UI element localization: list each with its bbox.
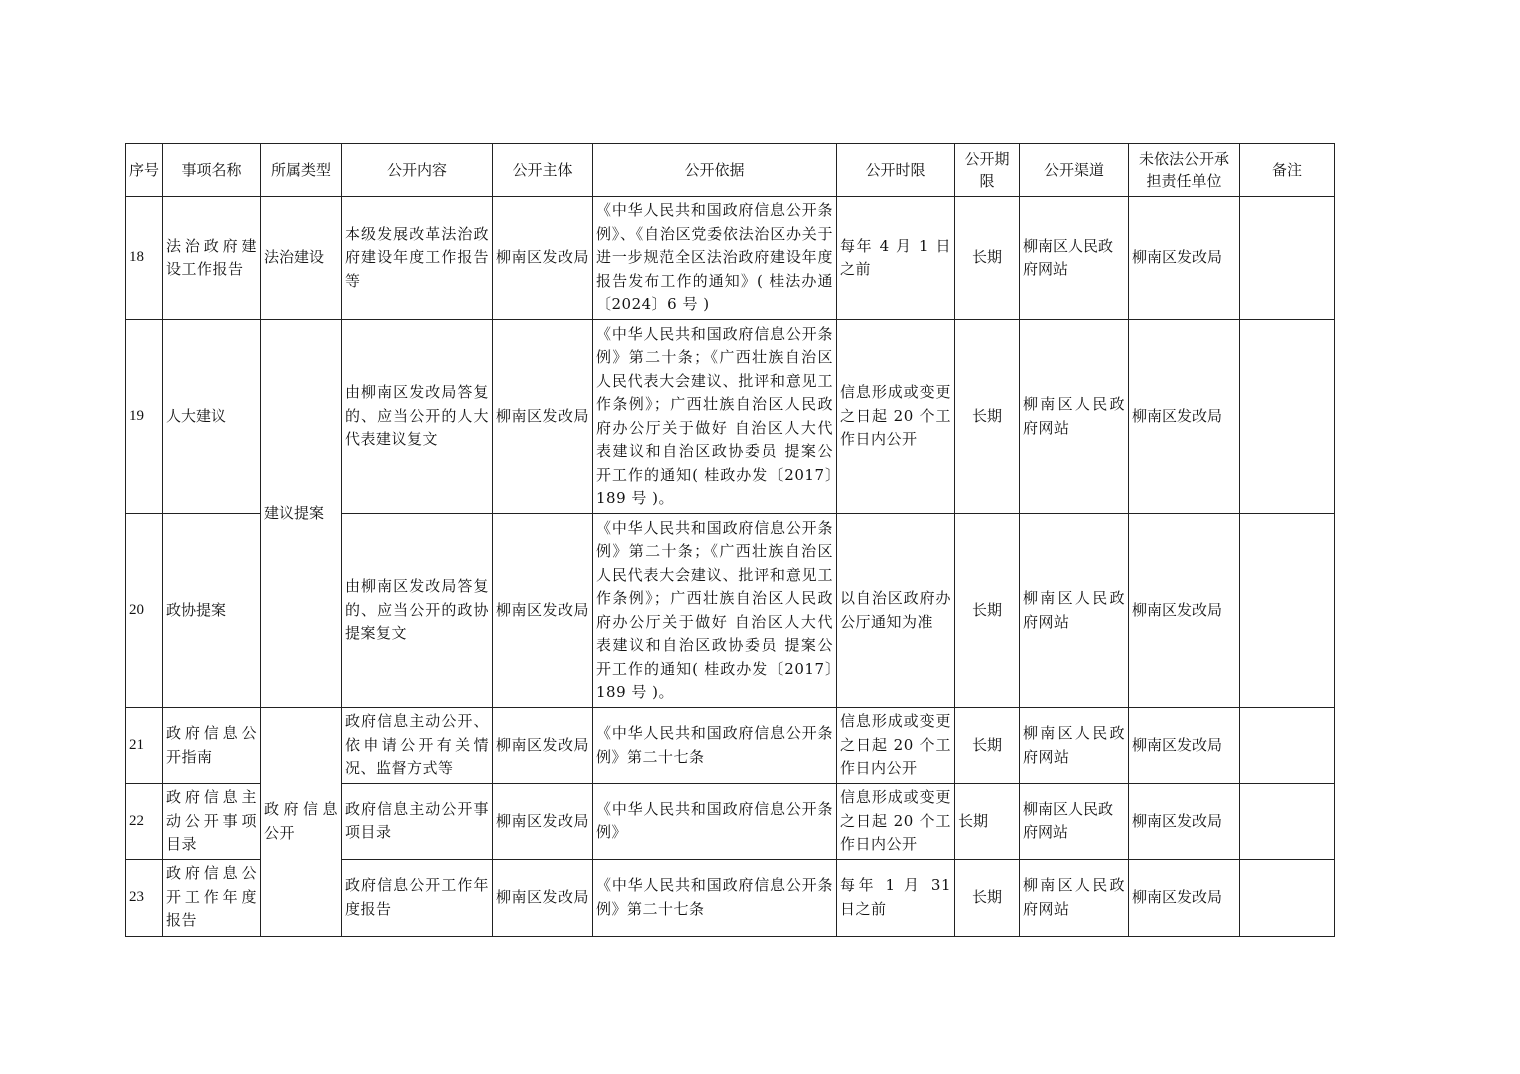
row-responsible: 柳南区发改局 <box>1129 197 1240 320</box>
row-period: 长期 <box>955 514 1020 708</box>
header-subject: 公开主体 <box>493 144 593 197</box>
table-row <box>126 708 1335 784</box>
row-basis: 《中华人民共和国政府信息公开条例》、《自治区党委依法治区办关于进一步规范全区法治政府建设年度报告发布工作的通知》( 桂法办通〔2024〕6 号 ) <box>593 197 837 320</box>
table-row <box>126 320 1335 514</box>
row-content: 由柳南区发改局答复的、应当公开的人大代表建议复文 <box>342 320 493 514</box>
row-basis: 《中华人民共和国政府信息公开条例》第二十七条 <box>593 859 837 936</box>
row-period: 长期 <box>955 320 1020 514</box>
row-category: 政府信息公开 <box>261 708 342 937</box>
row-basis: 《中华人民共和国政府信息公开条例》第二十条；《广西壮族自治区人民代表大会建议、批评和意见工作条例》；广西壮族自治区人民政府办公厅关于做好 自治区人大代表建议和自治区政协委员 提案公开工作的通知( 桂政办发〔2017〕189 号 )。 <box>593 320 837 514</box>
row-channel: 柳南区人民政府网站 <box>1020 784 1129 860</box>
row-period: 长期 <box>955 859 1020 936</box>
row-remarks <box>1240 859 1335 936</box>
row-content: 本级发展改革法治政府建设年度工作报告等 <box>342 197 493 320</box>
row-seq: 20 <box>126 514 163 708</box>
row-channel: 柳南区人民政府网站 <box>1020 197 1129 320</box>
row-time-limit: 每年 4 月 1 日之前 <box>837 197 955 320</box>
row-subject: 柳南区发改局 <box>493 320 593 514</box>
row-basis: 《中华人民共和国政府信息公开条例》第二十条；《广西壮族自治区人民代表大会建议、批评和意见工作条例》；广西壮族自治区人民政府办公厅关于做好 自治区人大代表建议和自治区政协委员 提案公开工作的通知( 桂政办发〔2017〕189 号 )。 <box>593 514 837 708</box>
row-period: 长期 <box>955 197 1020 320</box>
row-remarks <box>1240 784 1335 860</box>
row-subject: 柳南区发改局 <box>493 859 593 936</box>
row-content: 政府信息公开工作年度报告 <box>342 859 493 936</box>
table-header-row <box>126 144 1335 197</box>
row-name: 人大建议 <box>163 320 261 514</box>
row-responsible: 柳南区发改局 <box>1129 708 1240 784</box>
row-channel: 柳南区人民政府网站 <box>1020 859 1129 936</box>
header-name: 事项名称 <box>163 144 261 197</box>
header-category: 所属类型 <box>261 144 342 197</box>
header-time-limit: 公开时限 <box>837 144 955 197</box>
header-basis: 公开依据 <box>593 144 837 197</box>
header-seq: 序号 <box>126 144 163 197</box>
row-time-limit: 信息形成或变更之日起 20 个工作日内公开 <box>837 784 955 860</box>
row-category: 建议提案 <box>261 320 342 708</box>
row-channel: 柳南区人民政府网站 <box>1020 514 1129 708</box>
row-responsible: 柳南区发改局 <box>1129 859 1240 936</box>
header-remarks: 备注 <box>1240 144 1335 197</box>
header-period: 公开期限 <box>955 144 1020 197</box>
row-name: 政府信息公开工作年度报告 <box>163 859 261 936</box>
row-time-limit: 信息形成或变更之日起 20 个工作日内公开 <box>837 708 955 784</box>
row-remarks <box>1240 320 1335 514</box>
row-responsible: 柳南区发改局 <box>1129 514 1240 708</box>
row-name: 政府信息主动公开事项目录 <box>163 784 261 860</box>
row-category: 法治建设 <box>261 197 342 320</box>
row-subject: 柳南区发改局 <box>493 708 593 784</box>
row-seq: 22 <box>126 784 163 860</box>
row-responsible: 柳南区发改局 <box>1129 320 1240 514</box>
row-responsible: 柳南区发改局 <box>1129 784 1240 860</box>
row-name: 政协提案 <box>163 514 261 708</box>
row-content: 政府信息主动公开、依申请公开有关情况、监督方式等 <box>342 708 493 784</box>
row-content: 政府信息主动公开事项目录 <box>342 784 493 860</box>
row-basis: 《中华人民共和国政府信息公开条例》 <box>593 784 837 860</box>
disclosure-table <box>125 143 1335 937</box>
row-content: 由柳南区发改局答复的、应当公开的政协提案复文 <box>342 514 493 708</box>
row-remarks <box>1240 197 1335 320</box>
row-time-limit: 信息形成或变更之日起 20 个工作日内公开 <box>837 320 955 514</box>
row-subject: 柳南区发改局 <box>493 784 593 860</box>
header-content: 公开内容 <box>342 144 493 197</box>
row-seq: 18 <box>126 197 163 320</box>
row-channel: 柳南区人民政府网站 <box>1020 708 1129 784</box>
row-time-limit: 每年 1 月 31 日之前 <box>837 859 955 936</box>
row-seq: 23 <box>126 859 163 936</box>
row-period: 长期 <box>955 784 1020 860</box>
header-channel: 公开渠道 <box>1020 144 1129 197</box>
row-remarks <box>1240 514 1335 708</box>
row-seq: 21 <box>126 708 163 784</box>
row-subject: 柳南区发改局 <box>493 514 593 708</box>
header-responsible: 未依法公开承担责任单位 <box>1129 144 1240 197</box>
row-basis: 《中华人民共和国政府信息公开条例》第二十七条 <box>593 708 837 784</box>
table-row <box>126 197 1335 320</box>
row-channel: 柳南区人民政府网站 <box>1020 320 1129 514</box>
row-remarks <box>1240 708 1335 784</box>
row-subject: 柳南区发改局 <box>493 197 593 320</box>
row-time-limit: 以自治区政府办公厅通知为准 <box>837 514 955 708</box>
row-seq: 19 <box>126 320 163 514</box>
row-name: 法治政府建设工作报告 <box>163 197 261 320</box>
row-name: 政府信息公开指南 <box>163 708 261 784</box>
row-period: 长期 <box>955 708 1020 784</box>
